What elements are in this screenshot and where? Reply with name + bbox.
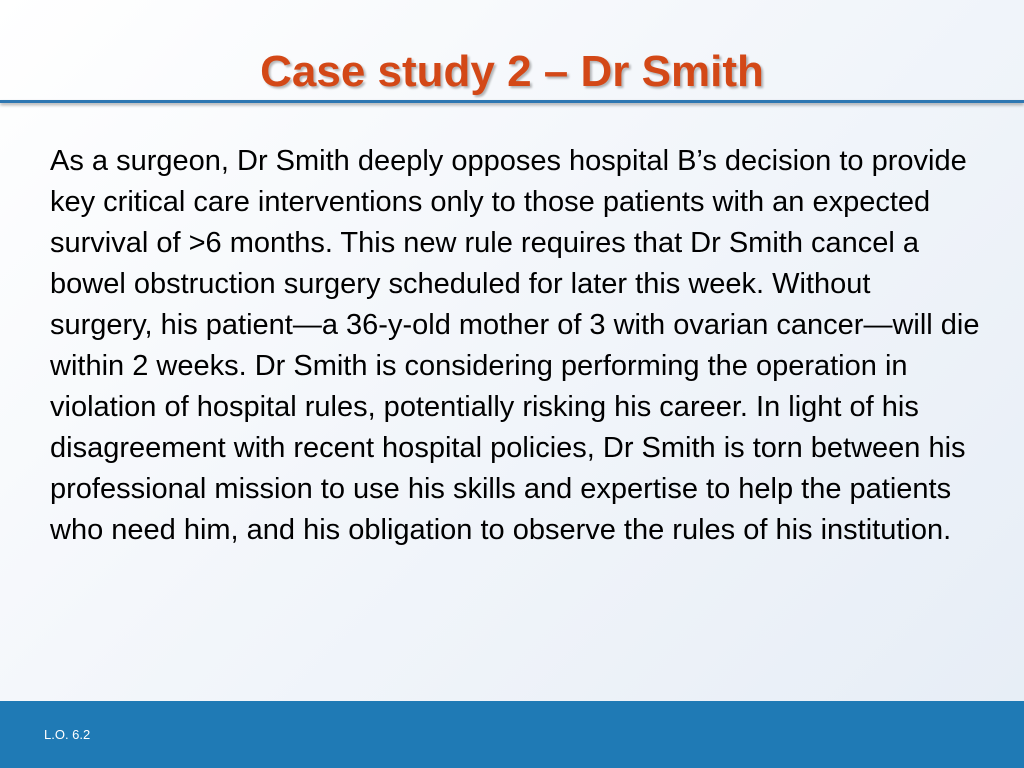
title-divider xyxy=(0,100,1024,103)
learning-objective-label: L.O. 6.2 xyxy=(44,727,91,742)
case-study-text: As a surgeon, Dr Smith deeply opposes hospital B’s decision to provide key critical care interventions only to those patients with an expected survival of >6 months. This new rule requires that Dr Smith cancel a bowel obstruction surgery scheduled for later this week. Without surgery, his patient—a 36-y-old mother of 3 with ovarian cancer—will die within 2 weeks. Dr Smith is considering performing the operation in violation of hospital rules, potentially risking his career. In light of his disagreement with recent hospital policies, Dr Smith is torn between his professional mission to use his skills and expertise to help the patients who need him, and his obligation to observe the rules of his institution. xyxy=(50,145,980,546)
slide-title: Case study 2 – Dr Smith xyxy=(260,47,764,96)
footer-bar xyxy=(0,701,1024,768)
